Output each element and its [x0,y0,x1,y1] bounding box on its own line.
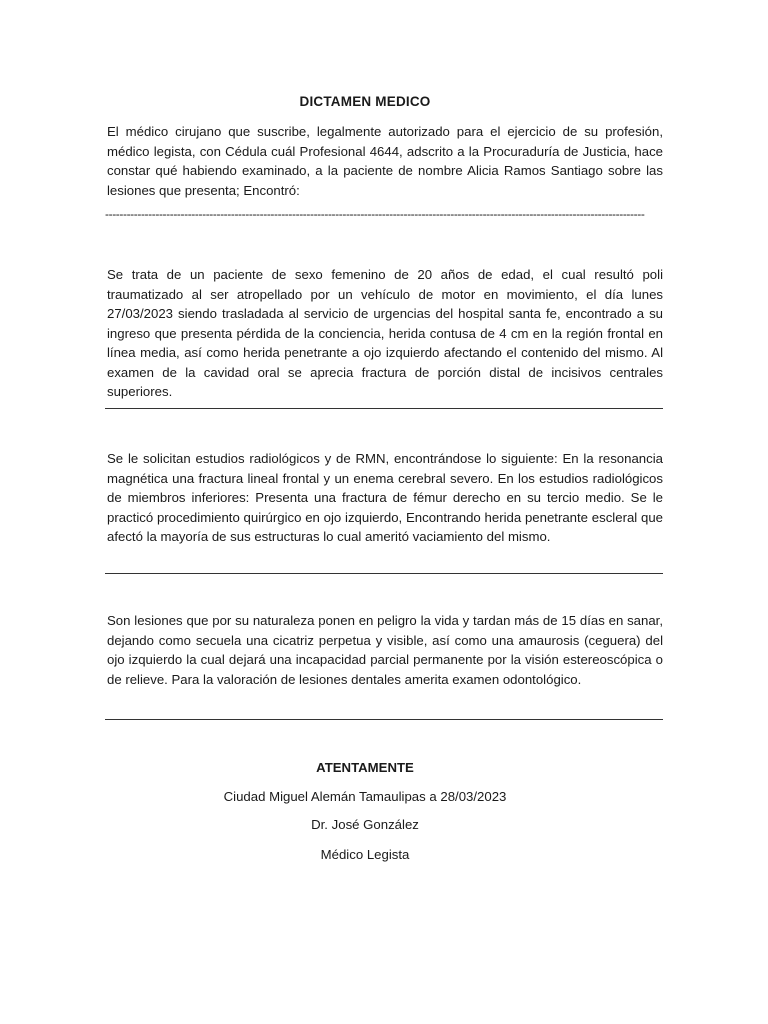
document-title: DICTAMEN MEDICO [299,94,431,109]
divider-line [105,408,663,409]
dashed-separator: ------------------------------------------------------------------------------------------------------------------------------------------------------ [105,207,645,221]
divider-line [105,719,663,720]
signer-role: Médico Legista [320,847,410,862]
closing-text: ATENTAMENTE [316,760,414,775]
studies-paragraph: Se le solicitan estudios radiológicos y de RMN, encontrándose lo siguiente: En la resonancia magnética una fractura lineal frontal y un enema cerebral severo. En los estudios radiológicos de miembros inferiores: Presenta una fractura de fémur derecho en su tercio medio. Se le practicó procedimiento quirúrgico en ojo izquierdo, Encontrando herida penetrante escleral que afectó la mayoría de sus estructuras lo cual ameritó vaciamiento del mismo. [107,451,663,544]
signer-name: Dr. José González [311,817,419,832]
place-date: Ciudad Miguel Alemán Tamaulipas a 28/03/2023 [223,789,507,804]
divider-line [105,573,663,574]
intro-paragraph: El médico cirujano que suscribe, legalmente autorizado para el ejercicio de su profesión, médico legista, con Cédula cuál Profesional 4644, adscrito a la Procuraduría de Justicia, hace constar qué habiendo examinado, a la paciente de nombre Alicia Ramos Santiago sobre las lesiones que presenta; Encontró: [107,124,663,198]
findings-paragraph: Se trata de un paciente de sexo femenino de 20 años de edad, el cual resultó poli traumatizado al ser atropellado por un vehículo de motor en movimiento, el día lunes 27/03/2023 siendo trasladada al servicio de urgencias del hospital santa fe, encontrado a su ingreso que presenta pérdida de la conciencia, herida contusa de 4 cm en la región frontal en línea media, así como herida penetrante a ojo izquierdo afectando el contenido del mismo. Al examen de la cavidad oral se aprecia fractura de porción distal de incisivos centrales superiores. [107,267,663,399]
conclusion-paragraph: Son lesiones que por su naturaleza ponen en peligro la vida y tardan más de 15 días en sanar, dejando como secuela una cicatriz perpetua y visible, así como una amaurosis (ceguera) del ojo izquierdo la cual dejará una incapacidad parcial permanente por la visión estereoscópica o de relieve. Para la valoración de lesiones dentales amerita examen odontológico. [107,613,663,687]
